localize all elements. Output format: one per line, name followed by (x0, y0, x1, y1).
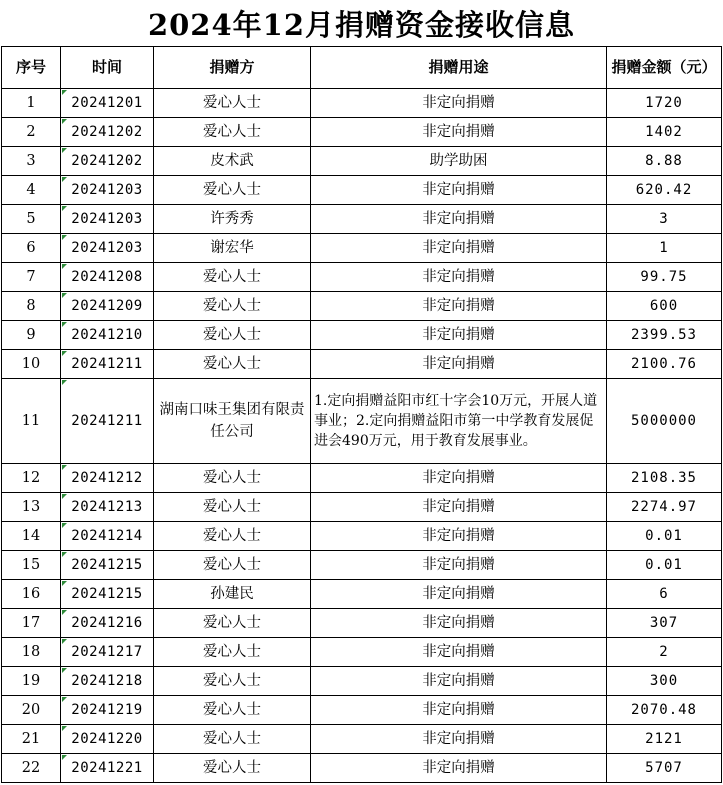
cell-date[interactable] (61, 379, 154, 464)
cell-purpose[interactable]: 非定向捐赠 (311, 667, 607, 696)
cell-date-text: 20241215 (71, 586, 143, 602)
table-row (2, 725, 722, 754)
cell-purpose[interactable]: 非定向捐赠 (311, 609, 607, 638)
cell-index[interactable]: 22 (2, 754, 61, 783)
cell-index[interactable]: 6 (2, 234, 61, 263)
cell-donor[interactable]: 爱心人士 (154, 667, 311, 696)
cell-purpose[interactable]: 非定向捐赠 (311, 118, 607, 147)
cell-date[interactable] (61, 754, 154, 783)
cell-purpose[interactable]: 非定向捐赠 (311, 350, 607, 379)
cell-amount[interactable]: 8.88 (607, 147, 722, 176)
cell-amount[interactable]: 620.42 (607, 176, 722, 205)
cell-date[interactable] (61, 464, 154, 493)
cell-date-text: 20241211 (71, 356, 143, 372)
cell-donor[interactable]: 爱心人士 (154, 754, 311, 783)
cell-purpose[interactable]: 助学助困 (311, 147, 607, 176)
cell-purpose[interactable]: 非定向捐赠 (311, 580, 607, 609)
cell-purpose[interactable]: 非定向捐赠 (311, 464, 607, 493)
cell-date-text: 20241208 (71, 269, 143, 285)
cell-date[interactable] (61, 667, 154, 696)
cell-amount[interactable]: 2121 (607, 725, 722, 754)
cell-date[interactable] (61, 580, 154, 609)
cell-date[interactable] (61, 493, 154, 522)
table-row (2, 321, 722, 350)
cell-date[interactable] (61, 725, 154, 754)
cell-amount[interactable]: 300 (607, 667, 722, 696)
cell-comment-marker-icon (62, 610, 67, 615)
cell-purpose[interactable]: 非定向捐赠 (311, 176, 607, 205)
table-row (2, 696, 722, 725)
cell-date-text: 20241210 (71, 327, 143, 343)
table-row (2, 176, 722, 205)
cell-donor[interactable]: 爱心人士 (154, 263, 311, 292)
cell-amount[interactable]: 0.01 (607, 522, 722, 551)
cell-index[interactable]: 5 (2, 205, 61, 234)
cell-index[interactable]: 1 (2, 89, 61, 118)
cell-index[interactable]: 12 (2, 464, 61, 493)
cell-index[interactable]: 13 (2, 493, 61, 522)
table-row (2, 464, 722, 493)
cell-donor[interactable]: 许秀秀 (154, 205, 311, 234)
table-row (2, 638, 722, 667)
header-index[interactable]: 序号 (2, 47, 61, 89)
cell-amount[interactable]: 3 (607, 205, 722, 234)
table-row (2, 580, 722, 609)
cell-amount[interactable]: 99.75 (607, 263, 722, 292)
cell-index[interactable]: 8 (2, 292, 61, 321)
header-amount[interactable]: 捐赠金额（元） (607, 47, 722, 89)
cell-amount[interactable]: 2100.76 (607, 350, 722, 379)
cell-index[interactable]: 18 (2, 638, 61, 667)
cell-comment-marker-icon (62, 235, 67, 240)
header-donor[interactable]: 捐赠方 (154, 47, 311, 89)
cell-date[interactable] (61, 118, 154, 147)
cell-index[interactable]: 2 (2, 118, 61, 147)
cell-amount[interactable]: 6 (607, 580, 722, 609)
cell-comment-marker-icon (62, 755, 67, 760)
cell-donor[interactable]: 爱心人士 (154, 176, 311, 205)
cell-date[interactable] (61, 638, 154, 667)
cell-date-text: 20241214 (71, 528, 143, 544)
cell-comment-marker-icon (62, 90, 67, 95)
cell-date-text: 20241221 (71, 760, 143, 776)
cell-amount[interactable]: 0.01 (607, 551, 722, 580)
cell-index[interactable]: 3 (2, 147, 61, 176)
cell-purpose[interactable]: 非定向捐赠 (311, 263, 607, 292)
cell-date-text: 20241203 (71, 182, 143, 198)
cell-index[interactable]: 10 (2, 350, 61, 379)
cell-purpose[interactable]: 非定向捐赠 (311, 522, 607, 551)
table-row (2, 263, 722, 292)
cell-index[interactable]: 11 (2, 379, 61, 464)
cell-date-text: 20241211 (71, 413, 143, 429)
cell-comment-marker-icon (62, 465, 67, 470)
cell-comment-marker-icon (62, 726, 67, 731)
cell-comment-marker-icon (62, 119, 67, 124)
cell-comment-marker-icon (62, 581, 67, 586)
cell-amount[interactable]: 600 (607, 292, 722, 321)
cell-purpose[interactable]: 非定向捐赠 (311, 234, 607, 263)
cell-index[interactable]: 4 (2, 176, 61, 205)
cell-comment-marker-icon (62, 293, 67, 298)
cell-comment-marker-icon (62, 639, 67, 644)
table-row (2, 667, 722, 696)
cell-index[interactable]: 7 (2, 263, 61, 292)
cell-date-text: 20241203 (71, 240, 143, 256)
cell-date[interactable] (61, 89, 154, 118)
cell-date-text: 20241217 (71, 644, 143, 660)
cell-date-text: 20241203 (71, 211, 143, 227)
table-row (2, 551, 722, 580)
table-body (2, 89, 722, 783)
cell-donor[interactable]: 爱心人士 (154, 696, 311, 725)
cell-purpose[interactable]: 非定向捐赠 (311, 551, 607, 580)
table-row (2, 493, 722, 522)
cell-comment-marker-icon (62, 351, 67, 356)
cell-donor[interactable]: 爱心人士 (154, 609, 311, 638)
cell-date-text: 20241213 (71, 499, 143, 515)
table-row (2, 118, 722, 147)
header-date[interactable]: 时间 (61, 47, 154, 89)
cell-donor[interactable]: 湖南口味王集团有限责任公司 (154, 379, 311, 464)
cell-date[interactable] (61, 292, 154, 321)
cell-date-text: 20241218 (71, 673, 143, 689)
cell-donor[interactable]: 爱心人士 (154, 118, 311, 147)
cell-comment-marker-icon (62, 668, 67, 673)
cell-date[interactable] (61, 522, 154, 551)
cell-amount[interactable]: 2108.35 (607, 464, 722, 493)
cell-date-text: 20241216 (71, 615, 143, 631)
cell-date[interactable] (61, 551, 154, 580)
cell-date-text: 20241212 (71, 470, 143, 486)
cell-index[interactable]: 14 (2, 522, 61, 551)
cell-index[interactable]: 17 (2, 609, 61, 638)
cell-donor[interactable]: 爱心人士 (154, 725, 311, 754)
table-row (2, 205, 722, 234)
cell-date-text: 20241202 (71, 124, 143, 140)
cell-comment-marker-icon (62, 177, 67, 182)
cell-donor[interactable]: 孙建民 (154, 580, 311, 609)
cell-purpose[interactable]: 非定向捐赠 (311, 754, 607, 783)
table-row (2, 89, 722, 118)
cell-purpose[interactable]: 非定向捐赠 (311, 638, 607, 667)
cell-date-text: 20241219 (71, 702, 143, 718)
cell-date-text: 20241209 (71, 298, 143, 314)
cell-date[interactable] (61, 609, 154, 638)
cell-index[interactable]: 20 (2, 696, 61, 725)
cell-donor[interactable]: 爱心人士 (154, 321, 311, 350)
cell-donor[interactable]: 爱心人士 (154, 638, 311, 667)
cell-comment-marker-icon (62, 552, 67, 557)
cell-donor[interactable]: 爱心人士 (154, 350, 311, 379)
table-row (2, 379, 722, 464)
cell-amount[interactable]: 2399.53 (607, 321, 722, 350)
cell-amount[interactable]: 1 (607, 234, 722, 263)
cell-amount[interactable]: 2 (607, 638, 722, 667)
cell-amount[interactable]: 2070.48 (607, 696, 722, 725)
cell-comment-marker-icon (62, 523, 67, 528)
cell-donor[interactable]: 爱心人士 (154, 522, 311, 551)
cell-date-text: 20241202 (71, 153, 143, 169)
cell-date[interactable] (61, 350, 154, 379)
cell-purpose[interactable]: 非定向捐赠 (311, 493, 607, 522)
cell-comment-marker-icon (62, 494, 67, 499)
cell-amount[interactable]: 5000000 (607, 379, 722, 464)
cell-amount[interactable]: 5707 (607, 754, 722, 783)
table-row (2, 292, 722, 321)
cell-index[interactable]: 15 (2, 551, 61, 580)
cell-comment-marker-icon (62, 148, 67, 153)
cell-donor[interactable]: 爱心人士 (154, 89, 311, 118)
cell-amount[interactable]: 1402 (607, 118, 722, 147)
cell-purpose[interactable]: 非定向捐赠 (311, 725, 607, 754)
cell-index[interactable]: 9 (2, 321, 61, 350)
sheet-title: 2024年12月捐赠资金接收信息 (147, 7, 576, 42)
cell-donor[interactable]: 爱心人士 (154, 464, 311, 493)
cell-comment-marker-icon (62, 697, 67, 702)
cell-purpose[interactable]: 非定向捐赠 (311, 321, 607, 350)
cell-date[interactable] (61, 176, 154, 205)
cell-donor[interactable]: 皮术武 (154, 147, 311, 176)
cell-amount[interactable]: 1720 (607, 89, 722, 118)
cell-date[interactable] (61, 234, 154, 263)
cell-comment-marker-icon (62, 264, 67, 269)
table-row (2, 147, 722, 176)
donation-table (1, 46, 722, 783)
cell-comment-marker-icon (62, 206, 67, 211)
table-row (2, 522, 722, 551)
cell-index[interactable]: 21 (2, 725, 61, 754)
cell-donor[interactable]: 谢宏华 (154, 234, 311, 263)
cell-donor[interactable]: 爱心人士 (154, 493, 311, 522)
table-row (2, 609, 722, 638)
cell-comment-marker-icon (62, 322, 67, 327)
cell-purpose[interactable]: 1.定向捐赠益阳市红十字会10万元，开展人道事业；2.定向捐赠益阳市第一中学教育发展促进会490万元，用于教育发展事业。 (311, 379, 607, 464)
cell-amount[interactable]: 2274.97 (607, 493, 722, 522)
cell-date[interactable] (61, 263, 154, 292)
table-row (2, 234, 722, 263)
cell-purpose[interactable]: 非定向捐赠 (311, 89, 607, 118)
table-row (2, 754, 722, 783)
table-row (2, 350, 722, 379)
cell-amount[interactable]: 307 (607, 609, 722, 638)
cell-purpose[interactable]: 非定向捐赠 (311, 205, 607, 234)
cell-date[interactable] (61, 696, 154, 725)
cell-purpose[interactable]: 非定向捐赠 (311, 292, 607, 321)
cell-date[interactable] (61, 321, 154, 350)
cell-date-text: 20241220 (71, 731, 143, 747)
cell-donor[interactable]: 爱心人士 (154, 551, 311, 580)
cell-date[interactable] (61, 147, 154, 176)
cell-comment-marker-icon (62, 380, 67, 385)
cell-index[interactable]: 16 (2, 580, 61, 609)
header-purpose[interactable]: 捐赠用途 (311, 47, 607, 89)
cell-date-text: 20241215 (71, 557, 143, 573)
cell-donor[interactable]: 爱心人士 (154, 292, 311, 321)
cell-date-text: 20241201 (71, 95, 143, 111)
table-header-row (2, 47, 722, 89)
cell-index[interactable]: 19 (2, 667, 61, 696)
cell-purpose[interactable]: 非定向捐赠 (311, 696, 607, 725)
cell-date[interactable] (61, 205, 154, 234)
